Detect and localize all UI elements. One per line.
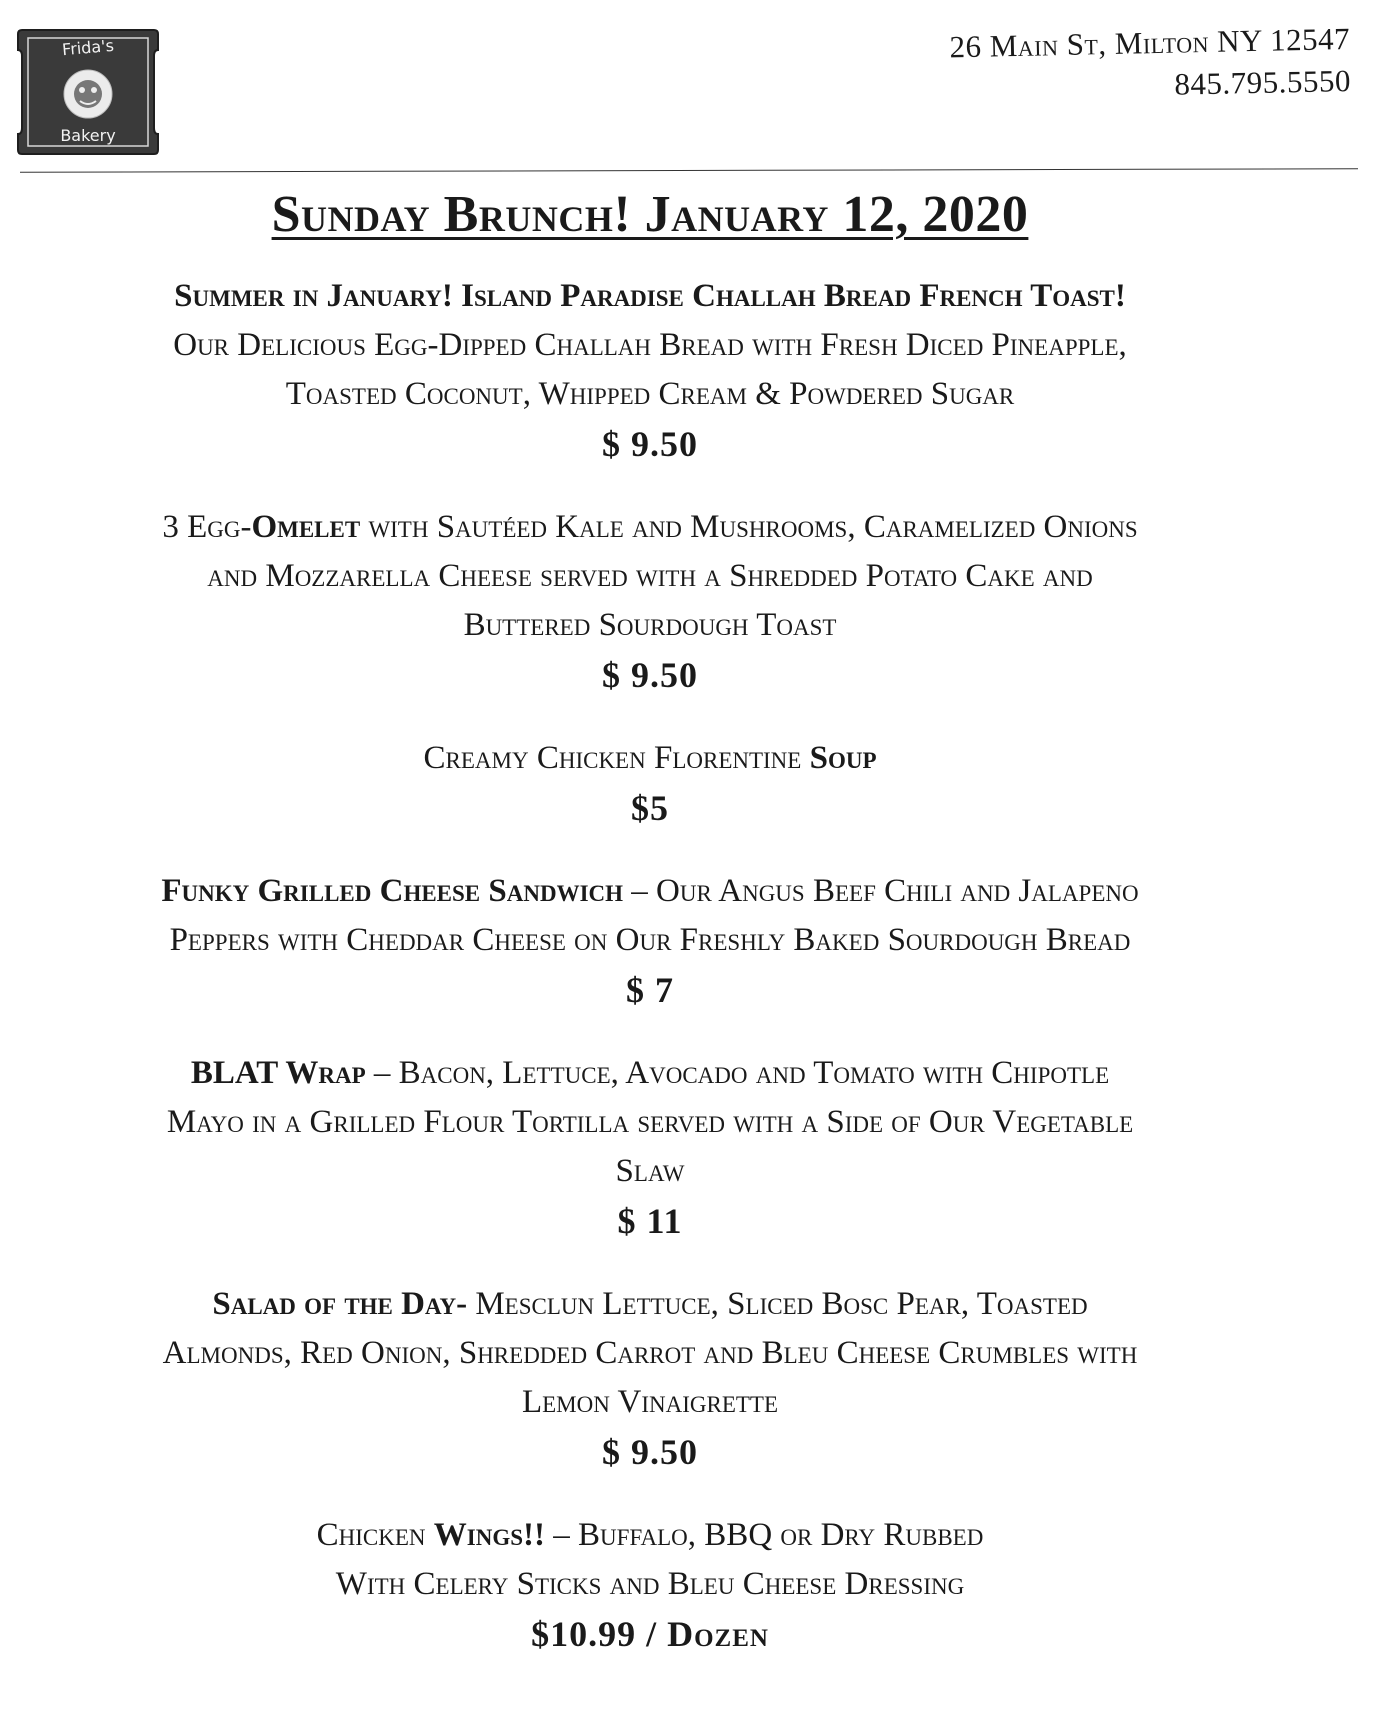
menu-item-soup [20,734,1280,833]
bakery-logo [8,24,168,160]
item-line [20,1280,1280,1329]
menu-list [20,272,1280,1693]
item-line [20,1511,1280,1560]
item-name: BLAT Wrap [190,1055,366,1091]
item-description: Almonds, Red Onion, Shredded Carrot and Bleu Cheese Crumbles with [162,1335,1138,1371]
item-description: Lemon Vinaigrette [521,1384,779,1420]
item-description: – Bacon, Lettuce, Avocado and Tomato with Chipotle [365,1055,1110,1091]
header-divider [20,168,1358,173]
item-description: with Sautéed Kale and Mushrooms, Caramelized Onions [360,509,1138,545]
menu-item-french-toast [20,272,1280,469]
item-description: and Mozzarella Cheese served with a Shredded Potato Cake and [207,558,1093,594]
menu-item-omelet [20,503,1280,700]
item-lead: Creamy Chicken Florentine [423,740,810,776]
item-lead: Chicken [316,1517,434,1553]
item-price: $ 11 [617,1201,683,1241]
menu-item-salad [20,1280,1280,1477]
item-description: Our Delicious Egg-Dipped Challah Bread with Fresh Diced Pineapple, [173,327,1127,363]
item-line [20,867,1280,916]
item-price: $5 [631,788,669,828]
item-description: With Celery Sticks and Bleu Cheese Dressing [335,1566,965,1602]
item-price: $ 9.50 [602,424,698,464]
item-price [20,1609,1280,1659]
item-line [20,503,1280,552]
address-block [949,18,1351,110]
logo-top-text: Frida's [61,35,115,60]
item-description: Mayo in a Grilled Flour Tortilla served with a Side of Our Vegetable [166,1104,1134,1140]
item-line [20,734,1280,783]
item-price: $ 7 [626,970,674,1010]
price-unit: Dozen [667,1614,769,1654]
menu-item-grilled-cheese [20,867,1280,1015]
phone-number: 845.795.5550 [1174,62,1352,102]
item-lead: 3 Egg- [162,509,252,545]
item-name: Soup [809,740,877,776]
item-name: Salad of the Day- [212,1286,468,1322]
item-description: Slaw [615,1153,685,1189]
item-name: Wings!! [433,1517,546,1553]
item-line [20,1049,1280,1098]
menu-item-blat-wrap [20,1049,1280,1246]
item-name: Omelet [251,509,361,545]
price-amount: $10.99 / [531,1614,668,1654]
street-address: 26 Main St, Milton NY 12547 [949,20,1351,65]
item-price: $ 9.50 [602,655,698,695]
item-description: Toasted Coconut, Whipped Cream & Powdered Sugar [285,376,1015,412]
menu-item-chicken-wings [20,1511,1280,1659]
item-description: Mesclun Lettuce, Sliced Bosc Pear, Toasted [467,1286,1088,1322]
item-price: $ 9.50 [602,1432,698,1472]
item-description: Peppers with Cheddar Cheese on Our Freshly Baked Sourdough Bread [169,922,1131,958]
item-name: Summer in January! Island Paradise Challah Bread French Toast! [174,278,1126,314]
item-description: – Buffalo, BBQ or Dry Rubbed [545,1517,984,1553]
page-title: Sunday Brunch! January 12, 2020 [271,186,1029,243]
item-description: – Our Angus Beef Chili and Jalapeno [623,873,1139,909]
logo-bottom-text: Bakery [60,126,116,145]
item-description: Buttered Sourdough Toast [463,607,837,643]
item-name: Funky Grilled Cheese Sandwich [161,873,624,909]
